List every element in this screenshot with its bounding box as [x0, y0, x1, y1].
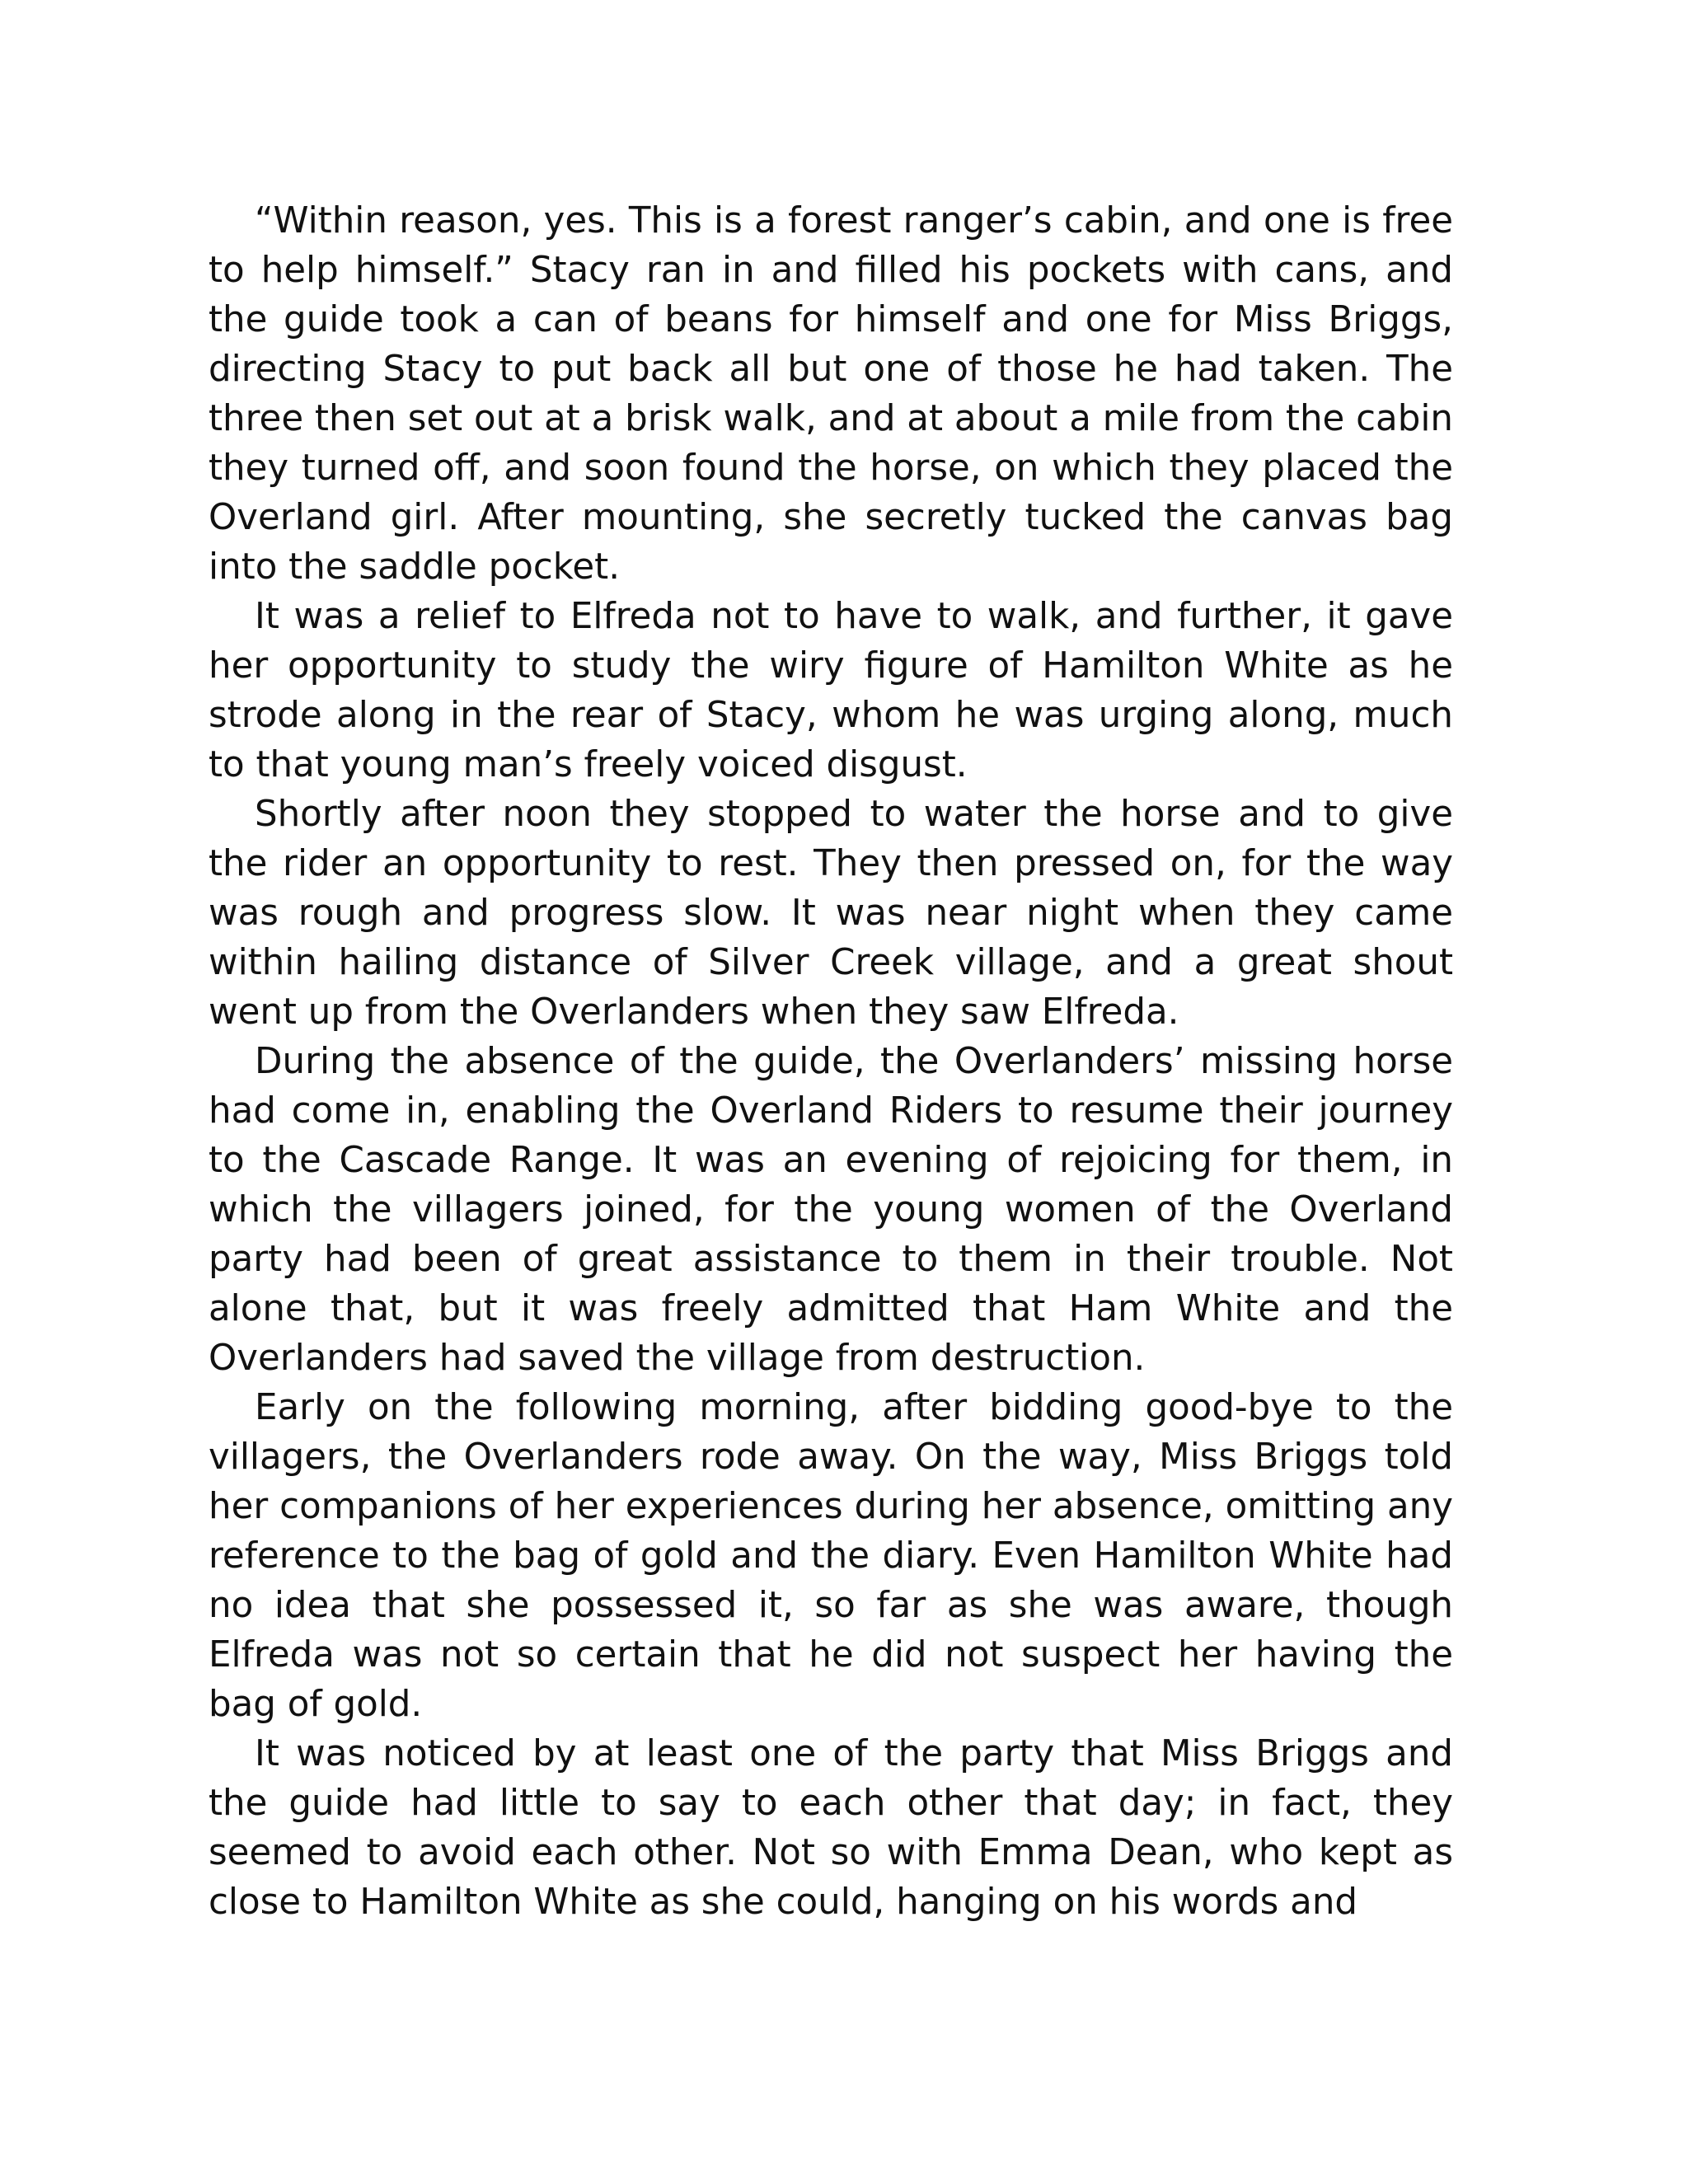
paragraph-4: During the absence of the guide, the Overlanders’ missing horse had come in, enabling the Overland Riders to resume their journey to the Cascade Range. It was an evening of rejoicing for them, in which the villagers joined, for the young women of the Overland party had been of great assistance to them in their trouble. Not alone that, but it was freely admitted that Ham White and the Overlanders had saved the village from destruction.	[209, 1041, 1453, 1379]
page-body	[209, 196, 1453, 1927]
paragraph-5: Early on the following morning, after bidding good-bye to the villagers, the Overlanders rode away. On the way, Miss Briggs told her companions of her experiences during her absence, omitting any reference to the bag of gold and the diary. Even Hamilton White had no idea that she possessed it, so far as she was aware, though Elfreda was not so certain that he did not suspect her having the bag of gold.	[209, 1387, 1453, 1725]
paragraph-2: It was a relief to Elfreda not to have to walk, and further, it gave her opportunity to study the wiry figure of Hamilton White as he strode along in the rear of Stacy, whom he was urging along, much to that young man’s freely voiced disgust.	[209, 596, 1453, 785]
paragraph-1: “Within reason, yes. This is a forest ranger’s cabin, and one is free to help himself.” Stacy ran in and filled his pockets with cans, and the guide took a can of beans for himself and one for Miss Briggs, directing Stacy to put back all but one of those he had taken. The three then set out at a brisk walk, and at about a mile from the cabin they turned off, and soon found the horse, on which they placed the Overland girl. After mounting, she secretly tucked the canvas bag into the saddle pocket.	[209, 200, 1453, 588]
paragraph-3: Shortly after noon they stopped to water the horse and to give the rider an opportunity to rest. They then pressed on, for the way was rough and progress slow. It was near night when they came within hailing distance of Silver Creek village, and a great shout went up from the Overlanders when they saw Elfreda.	[209, 794, 1453, 1033]
paragraph-6: It was noticed by at least one of the party that Miss Briggs and the guide had little to say to each other that day; in fact, they seemed to avoid each other. Not so with Emma Dean, who kept as close to Hamilton White as she could, hanging on his words and	[209, 1733, 1453, 1923]
